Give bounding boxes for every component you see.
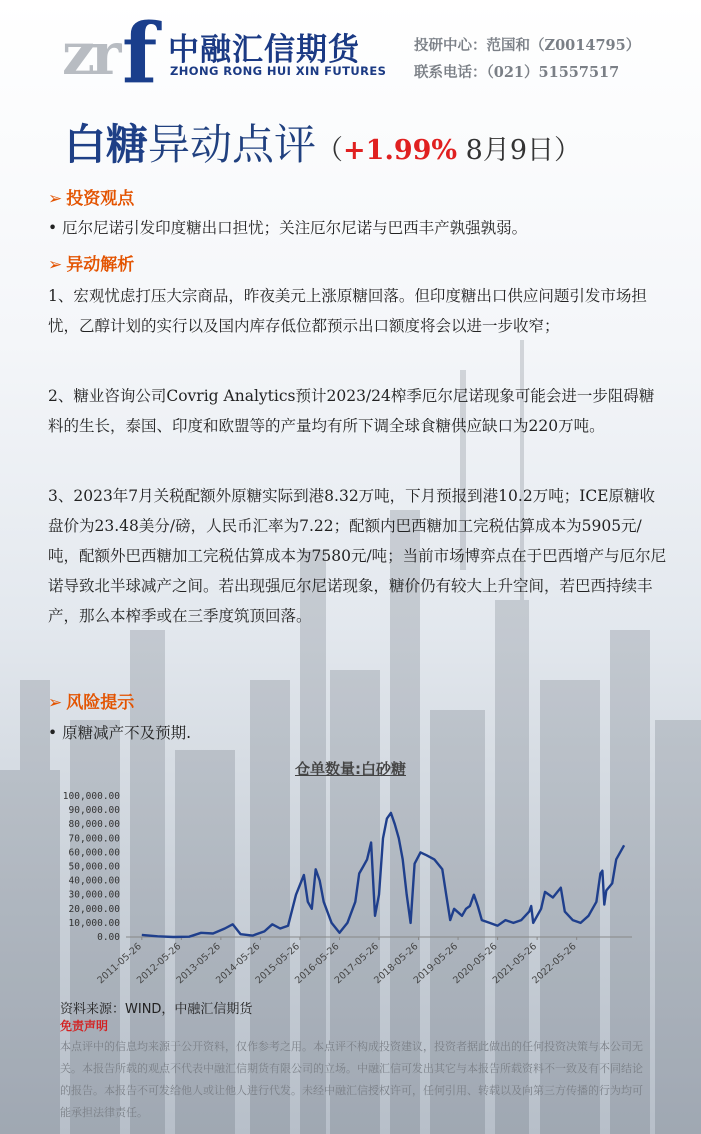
title-change: +1.99% [343,135,458,166]
x-tick-label: 2016-05-26 [293,941,342,987]
section-investment-view: ➢ 投资观点 [48,189,135,209]
y-tick-label: 70,000.00 [68,833,120,845]
bullet-icon: • [48,724,58,742]
x-tick-label: 2013-05-26 [174,941,223,987]
y-tick-label: 10,000.00 [68,917,120,929]
y-tick-label: 30,000.00 [68,889,120,901]
x-tick-label: 2018-05-26 [372,941,421,987]
title-type: 异动点评 [148,120,317,169]
view-bullet: • 厄尔尼诺引发印度糖出口担忧；关注厄尔尼诺与巴西丰产孰强孰弱。 [48,219,528,237]
series-line [142,813,624,937]
x-tick-label: 2014-05-26 [214,941,263,987]
y-tick-label: 80,000.00 [68,819,120,831]
analysis-paragraph-3: 3、2023年7月关税配额外原糖实际到港8.32万吨，下月预报到港10.2万吨；ICE原糖收盘价为23.48美分/磅，人民币汇率为7.22；配额内巴西糖加工完税估算成本为5905元/吨，配额外巴西糖加工完税估算成本为7580元/吨；当前市场博弈点在于巴西增产与厄尔尼诺导致北半球减产之间。若出现强厄尔尼诺现象，糖价仍有较大上升空间，若巴西持续丰产，那么本榨季或在三季度筑顶回落。 [48,487,667,625]
x-tick-label: 2012-05-26 [134,941,184,987]
warehouse-receipts-chart [40,782,660,994]
logo-mark-f: f [122,6,158,102]
risk-bullet: • 原糖减产不及预期. [48,724,192,742]
arrow-icon: ➢ [48,255,63,275]
x-tick-label: 2017-05-26 [332,941,382,987]
logo-mark-zr: zr [62,20,118,88]
x-tick-label: 2020-05-26 [451,941,500,987]
report-header [0,0,701,100]
disclaimer-title: 免责声明 [60,1019,109,1033]
y-tick-label: 50,000.00 [68,861,120,873]
title-commodity: 白糖 [64,120,149,169]
report-title [64,112,581,172]
analysis-paragraph-2: 2、糖业咨询公司Covrig Analytics预计2023/24榨季厄尔尼诺现象可能会进一步阻碍糖料的生长，泰国、印度和欧盟等的产量均有所下调全球食糖供应缺口为220万吨。 [48,387,655,435]
x-tick-label: 2021-05-26 [490,941,540,987]
y-tick-label: 90,000.00 [68,805,120,817]
contact-info [414,32,640,86]
disclaimer-text: 本点评中的信息均来源于公开资料，仅作参考之用。本点评不构成投资建议，投资者据此做出的任何投资决策与本公司无关。本报告所载的观点不代表中融汇信期货有限公司的立场。中融汇信可发出其它与本报告所载资料不一致及有不同结论的报告。本报告不可发给他人或让他人进行代发。未经中融汇信授权许可，任何引用、转载以及向第三方传播的行为均可能承担法律责任。 [60,1040,643,1119]
y-tick-label: 20,000.00 [68,903,120,915]
y-tick-label: 100,000.00 [62,791,120,802]
section-analysis: ➢ 异动解析 [48,255,135,275]
title-paren: （ [316,135,344,166]
x-tick-label: 2022-05-26 [530,941,579,987]
x-tick-label: 2011-05-26 [95,941,144,987]
y-tick-label: 60,000.00 [68,847,120,859]
company-name-cn: 中融汇信期货 [168,32,360,68]
contact-phone: 联系电话：（021）51557517 [414,64,620,81]
y-tick-label: 40,000.00 [68,875,120,887]
arrow-icon: ➢ [48,189,63,209]
x-tick-label: 2015-05-26 [253,941,302,987]
contact-researcher: 投研中心：范国和（Z0014795） [414,37,641,54]
company-name-en: ZHONG RONG HUI XIN FUTURES [170,64,387,78]
data-source: 资料来源：WIND，中融汇信期货 [60,1002,253,1017]
y-tick-label: 0.00 [97,932,120,943]
arrow-icon: ➢ [48,693,63,713]
section-risk: ➢ 风险提示 [48,693,135,713]
analysis-paragraph-1: 1、宏观忧虑打压大宗商品，昨夜美元上涨原糖回落。但印度糖出口供应问题引发市场担忧，乙醇计划的实行以及国内库存低位都预示出口额度将会以进一步收窄； [48,287,647,335]
bullet-icon: • [48,219,58,237]
x-tick-label: 2019-05-26 [411,941,461,987]
title-date: 8月9日） [457,135,582,166]
chart-title: 仓单数量:白砂糖 [295,760,406,778]
